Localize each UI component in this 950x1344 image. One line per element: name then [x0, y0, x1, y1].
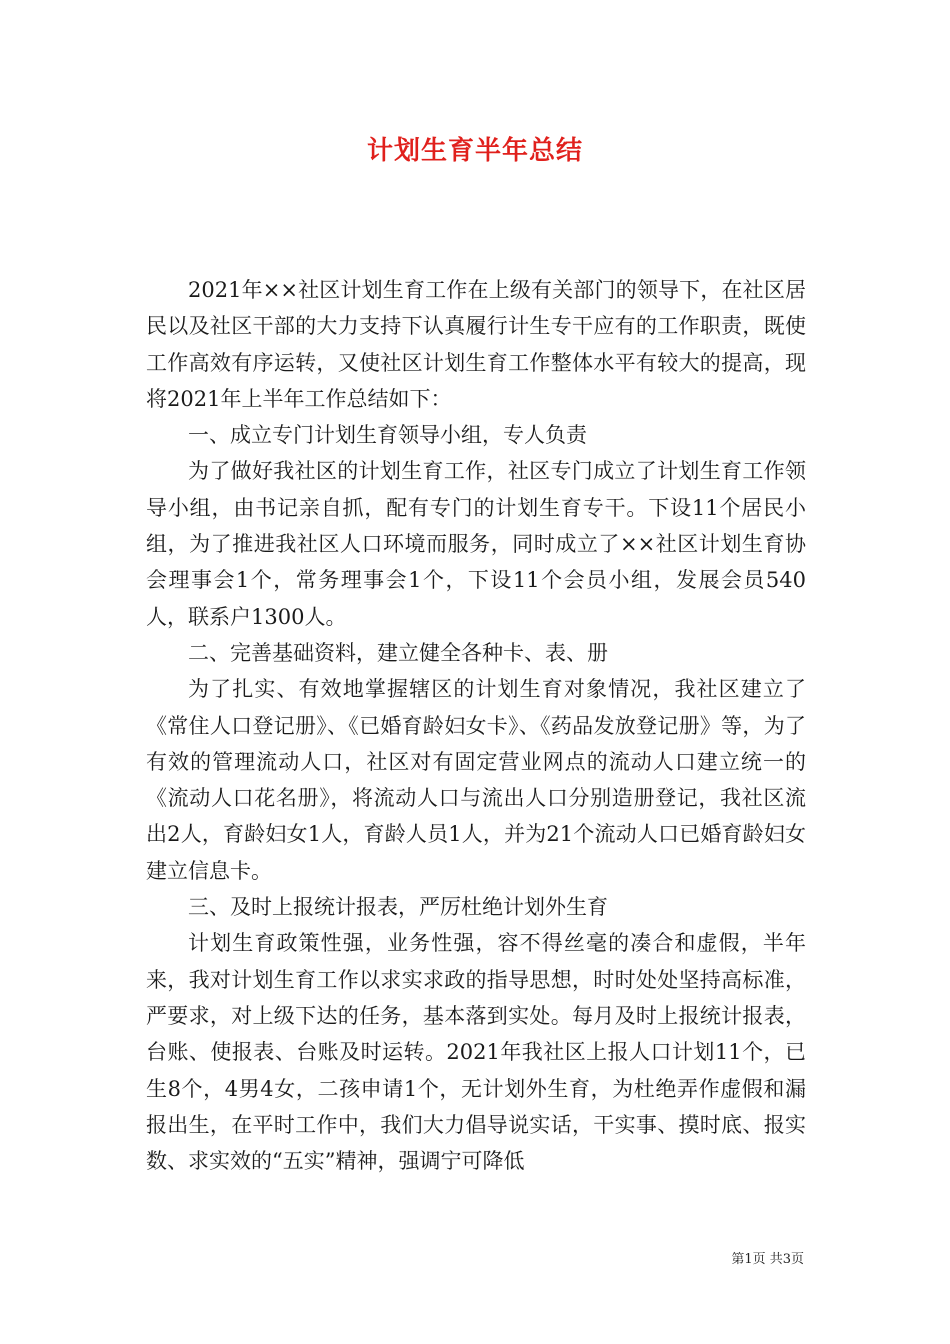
intro-paragraph: 2021年××社区计划生育工作在上级有关部门的领导下，在社区居民以及社区干部的大力支持下认真履行计生专干应有的工作职责，既使工作高效有序运转，又使社区计划生育工作整体水平有较大的提高，现将2021年上半年工作总结如下： — [146, 278, 806, 411]
section-paragraph-1: 为了做好我社区的计划生育工作，社区专门成立了计划生育工作领导小组，由书记亲自抓，配有专门的计划生育专干。下设11个居民小组，为了推进我社区人口环境而服务，同时成立了××社区计划生育协会理事会1个，常务理事会1个，下设11个会员小组，发展会员540人，联系户1300人。 — [146, 459, 806, 629]
document-body — [146, 272, 806, 1179]
section-heading-2: 二、完善基础资料，建立健全各种卡、表、册 — [188, 640, 608, 665]
section-heading-3: 三、及时上报统计报表，严厉杜绝计划外生育 — [188, 895, 608, 920]
section-paragraph-2: 为了扎实、有效地掌握辖区的计划生育对象情况，我社区建立了《常住人口登记册》、《已婚育龄妇女卡》、《药品发放登记册》等，为了有效的管理流动人口，社区对有固定营业网点的流动人口建立统一的《流动人口花名册》，将流动人口与流出人口分别造册登记，我社区流出2人，育龄妇女1人，育龄人员1人，并为21个流动人口已婚育龄妇女建立信息卡。 — [146, 677, 806, 883]
document-title: 计划生育半年总结 — [366, 136, 583, 166]
page-number-footer: 第1页 共3页 — [731, 1252, 804, 1267]
section-paragraph-3: 计划生育政策性强，业务性强，容不得丝毫的凑合和虚假，半年来，我对计划生育工作以求实求政的指导思想，时时处处坚持高标准，严要求，对上级下达的任务，基本落到实处。每月及时上报统计报表，台账、使报表、台账及时运转。2021年我社区上报人口计划11个，已生8个，4男4女，二孩申请1个，无计划外生育，为杜绝弄作虚假和漏报出生，在平时工作中，我们大力倡导说实话，干实事、摸时底、报实数、求实效的“五实”精神，强调宁可降低 — [146, 931, 806, 1174]
section-heading-1: 一、成立专门计划生育领导小组，专人负责 — [188, 423, 587, 448]
